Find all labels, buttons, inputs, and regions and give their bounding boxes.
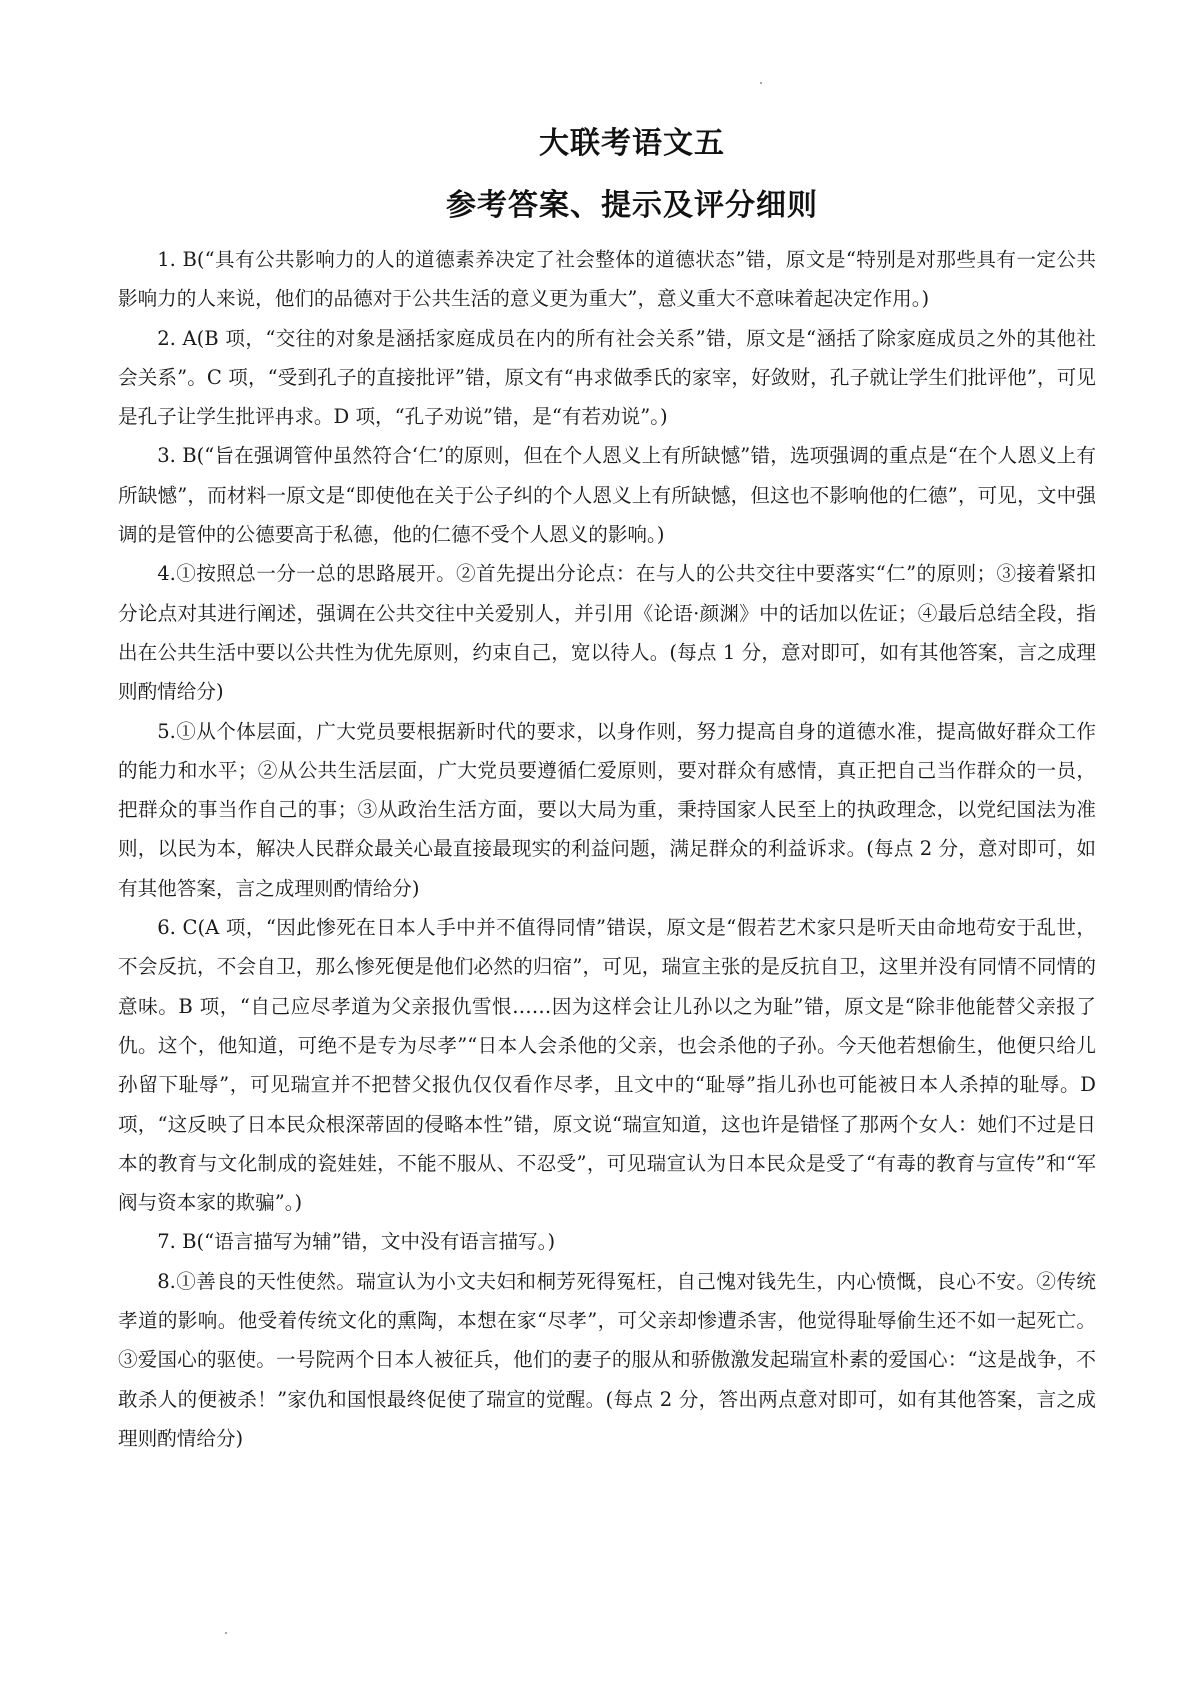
answer-item-8: 8.①善良的天性使然。瑞宣认为小文夫妇和桐芳死得冤枉，自己愧对钱先生，内心愤慨，良心不安。②传统孝道的影响。他受着传统文化的熏陶，本想在家“尽孝”，可父亲却惨遭杀害，他觉得耻辱偷生还不如一起死亡。③爱国心的驱使。一号院两个日本人被征兵，他们的妻子的服从和骄傲激发起瑞宣朴素的爱国心：“这是战争，不敢杀人的便被杀！”家仇和国恨最终促使了瑞宣的觉醒。(每点 2 分，答出两点意对即可，如有其他答案，言之成理则酌情给分) <box>118 1269 1096 1450</box>
document-title: 大联考语文五 <box>539 126 725 161</box>
answer-item-4: 4.①按照总一分一总的思路展开。②首先提出分论点：在与人的公共交往中要落实“仁”的原则；③接着紧扣分论点对其进行阐述，强调在公共交往中关爱别人，并引用《论语·颜渊》中的话加以佐证；④最后总结全段，指出在公共生活中要以公共性为优先原则，约束自己，宽以待人。(每点 1 分，意对即可，如有其他答案，言之成理则酌情给分) <box>118 562 1096 704</box>
answer-item-3: 3. B(“旨在强调管仲虽然符合‘仁’的原则，但在个人恩义上有所缺憾”错，选项强调的重点是“在个人恩义上有所缺憾”，而材料一原文是“即使他在关于公子纠的个人恩义上有所缺憾，但这也不影响他的仁德”，可见，文中强调的是管仲的公德要高于私德，他的仁德不受个人恩义的影响。) <box>118 444 1096 547</box>
scan-speck <box>225 1632 227 1634</box>
document-subtitle: 参考答案、提示及评分细则 <box>446 188 818 223</box>
answer-item-6: 6. C(A 项，“因此惨死在日本人手中并不值得同情”错误，原文是“假若艺术家只是听天由命地苟安于乱世，不会反抗，不会自卫，那么惨死便是他们必然的归宿”，可见，瑞宣主张的是反抗自卫，这里并没有同情不同情的意味。B 项，“自己应尽孝道为父亲报仇雪恨……因为这样会让儿孙以之为耻”错，原文是“除非他能替父亲报了仇。这个，他知道，可绝不是专为尽孝”“日本人会杀他的父亲，也会杀他的子孙。今天他若想偷生，他便只给儿孙留下耻辱”，可见瑞宣并不把替父报仇仅仅看作尽孝，且文中的“耻辱”指儿孙也可能被日本人杀掉的耻辱。D 项，“这反映了日本民众根深蒂固的侵略本性”错，原文说“瑞宣知道，这也许是错怪了那两个女人：她们不过是日本的教育与文化制成的瓷娃娃，不能不服从、不忍受”，可见瑞宣认为日本民众是受了“有毒的教育与宣传”和“军阀与资本家的欺骗”。) <box>118 916 1096 1215</box>
answer-item-5: 5.①从个体层面，广大党员要根据新时代的要求，以身作则，努力提高自身的道德水准，提高做好群众工作的能力和水平；②从公共生活层面，广大党员要遵循仁爱原则，要对群众有感情，真正把自己当作群众的一员，把群众的事当作自己的事；③从政治生活方面，要以大局为重，秉持国家人民至上的执政理念，以党纪国法为准则，以民为本，解决人民群众最关心最直接最现实的利益问题，满足群众的利益诉求。(每点 2 分，意对即可，如有其他答案，言之成理则酌情给分) <box>118 719 1096 900</box>
answer-item-1: 1. B(“具有公共影响力的人的道德素养决定了社会整体的道德状态”错，原文是“特别是对那些具有一定公共影响力的人来说，他们的品德对于公共生活的意义更为重大”，意义重大不意味着起决定作用。) <box>118 248 1096 311</box>
answer-list <box>118 240 1096 1458</box>
scan-speck <box>760 82 762 84</box>
answer-item-7: 7. B(“语言描写为辅”错，文中没有语言描写。) <box>157 1230 556 1254</box>
answer-item-2: 2. A(B 项，“交往的对象是涵括家庭成员在内的所有社会关系”错，原文是“涵括了除家庭成员之外的其他社会关系”。C 项，“受到孔子的直接批评”错，原文有“冉求做季氏的家宰，好敛财，孔子就让学生们批评他”，可见是孔子让学生批评冉求。D 项，“孔子劝说”错，是“有若劝说”。) <box>118 326 1096 429</box>
